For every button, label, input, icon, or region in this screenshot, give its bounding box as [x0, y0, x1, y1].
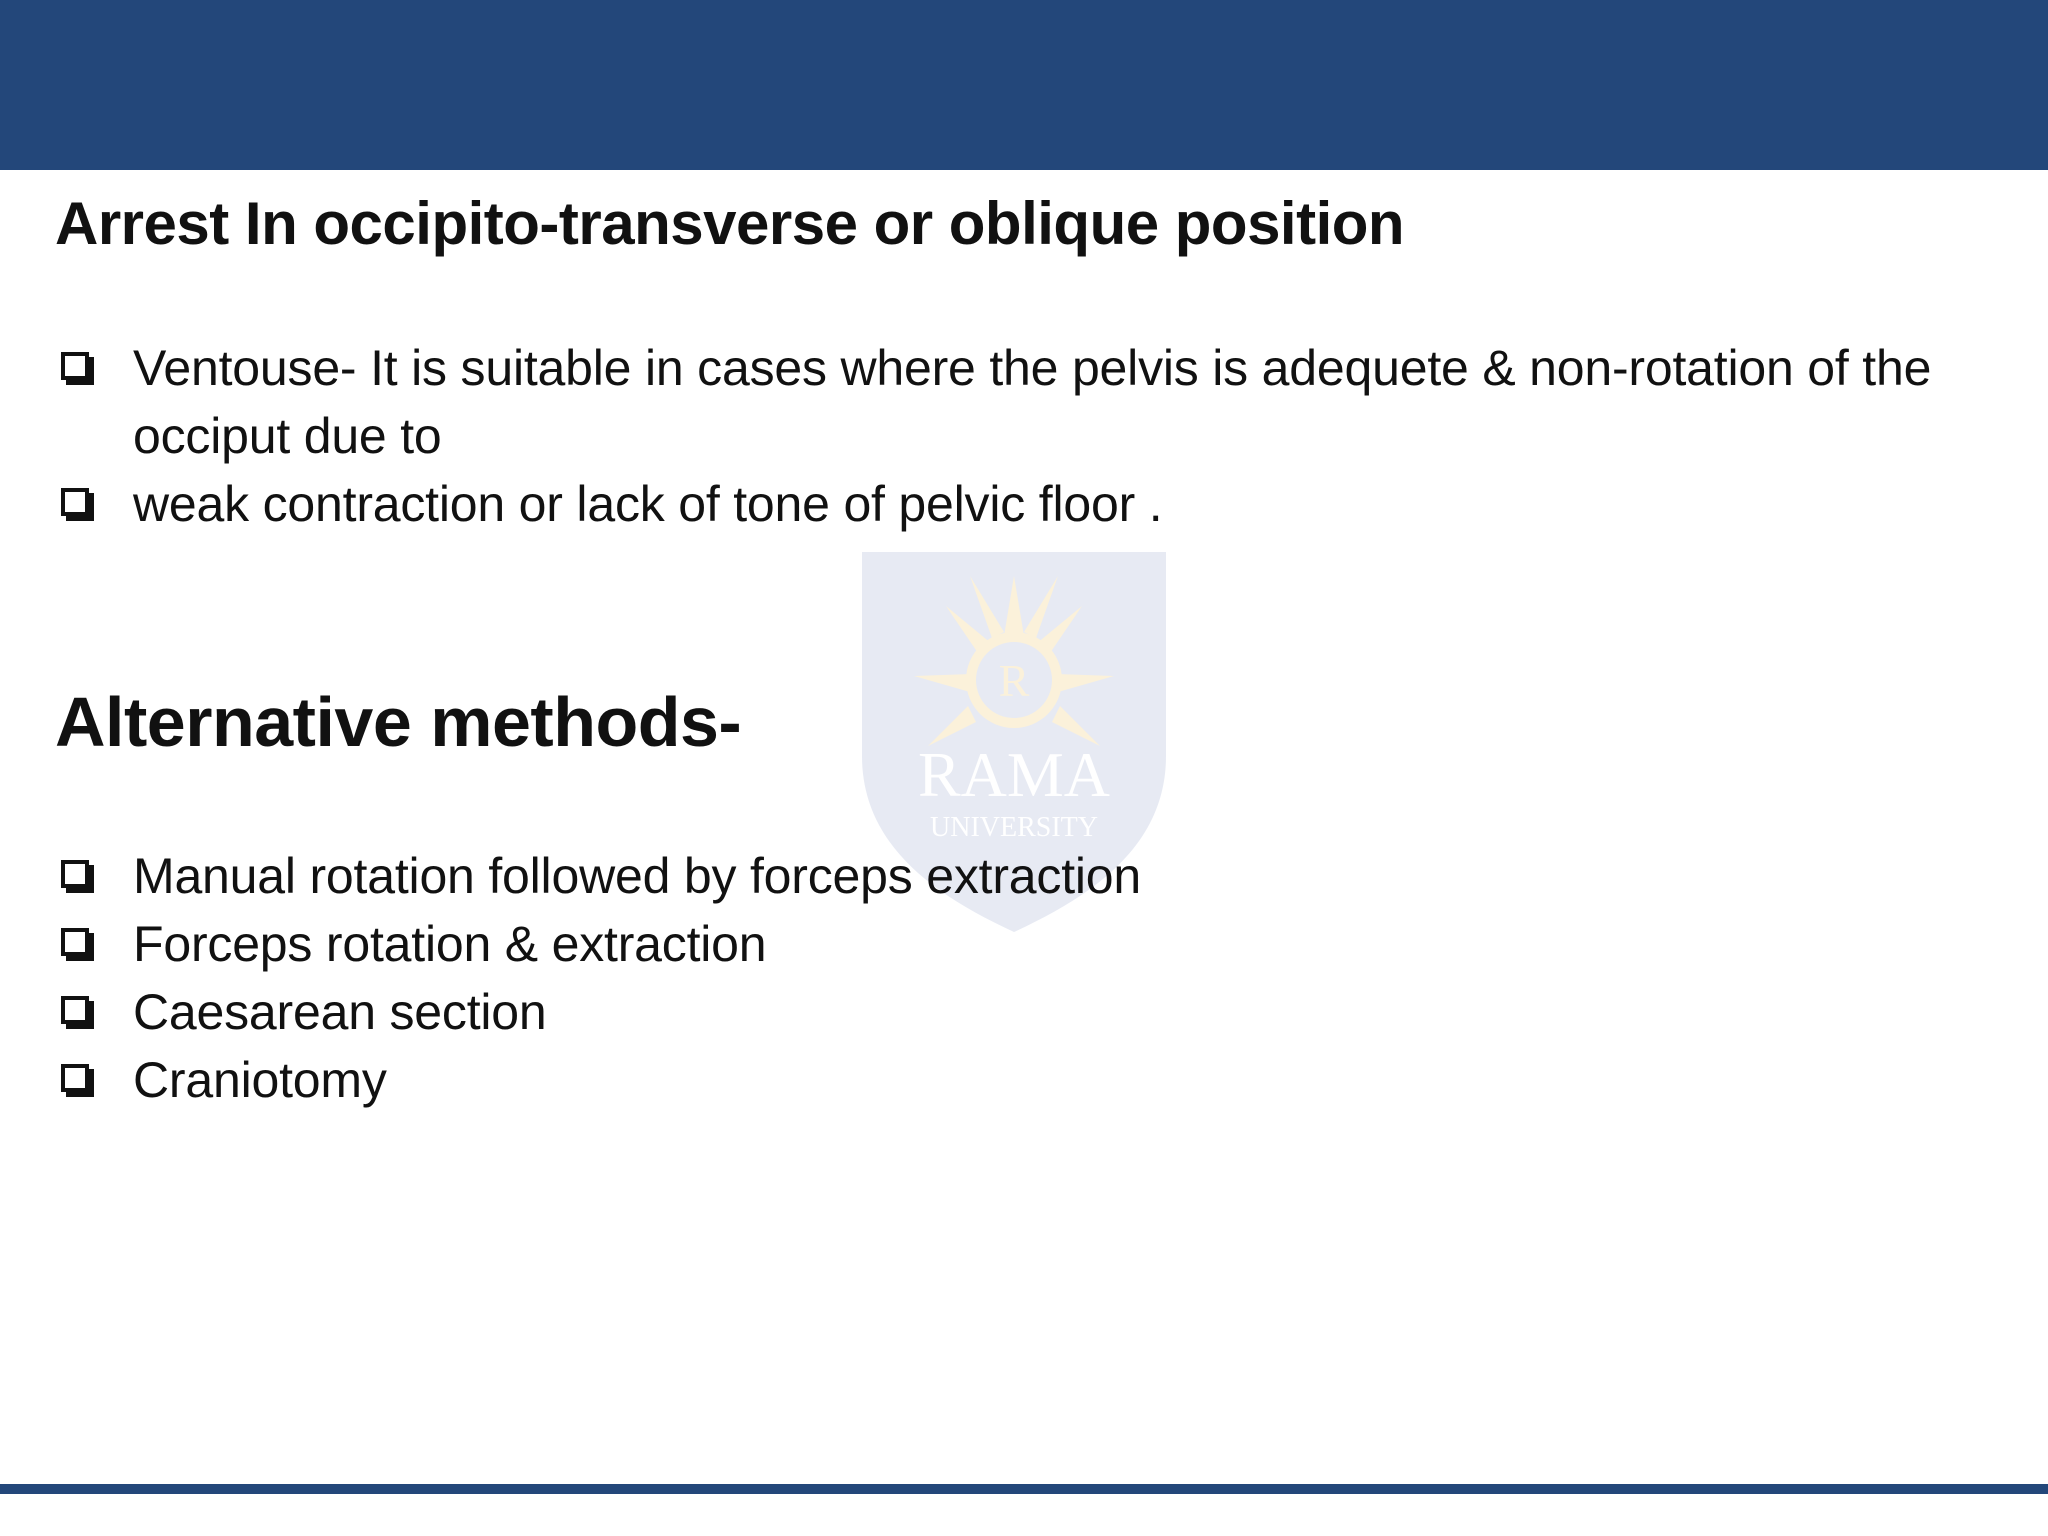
checkbox-bullet-icon — [61, 996, 89, 1024]
checkbox-bullet-icon — [61, 488, 89, 516]
list-item-text: Forceps rotation & extraction — [133, 916, 767, 972]
checkbox-bullet-icon — [61, 1064, 89, 1092]
list-item — [55, 334, 2030, 470]
list-item-text: Craniotomy — [133, 1052, 387, 1108]
logo-monogram: R — [998, 655, 1030, 706]
list-item — [55, 910, 1455, 978]
checkbox-bullet-icon — [61, 352, 89, 380]
list-item-text: weak contraction or lack of tone of pelvic floor . — [133, 476, 1163, 532]
list-item — [55, 470, 2030, 538]
section-2-title: Alternative methods- — [55, 683, 742, 761]
checkbox-bullet-icon — [61, 928, 89, 956]
section-2-bullet-list — [55, 842, 1455, 1114]
list-item — [55, 842, 1455, 910]
list-item-text: Manual rotation followed by forceps extraction — [133, 848, 1142, 904]
list-item — [55, 1046, 1455, 1114]
logo-name: RAMA — [917, 739, 1111, 810]
section-1-bullet-list — [55, 334, 2030, 538]
list-item — [55, 978, 1455, 1046]
list-item-text: Ventouse- It is suitable in cases where the pelvis is adequete & non-rotation of the occiput due to — [133, 340, 1932, 464]
logo-subtitle: UNIVERSITY — [930, 812, 1098, 843]
checkbox-bullet-icon — [61, 860, 89, 888]
header-band — [0, 0, 2048, 170]
section-1-title: Arrest In occipito-transverse or oblique position — [55, 190, 1405, 257]
list-item-text: Caesarean section — [133, 984, 547, 1040]
footer-rule — [0, 1484, 2048, 1494]
